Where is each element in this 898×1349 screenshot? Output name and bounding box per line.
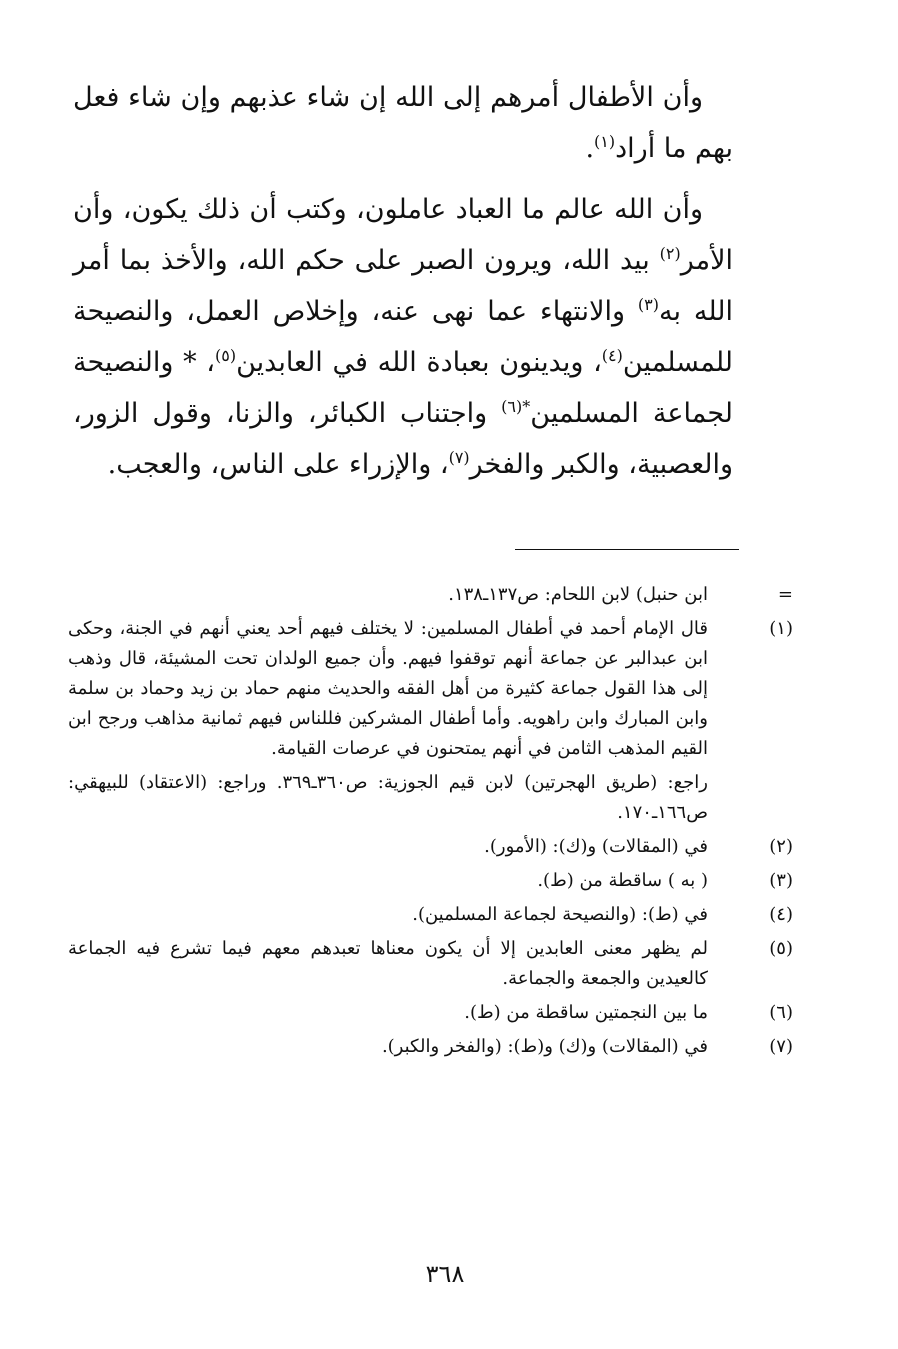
footnote-1 <box>68 614 793 764</box>
footnote-number: (٢) <box>769 836 793 857</box>
footnote-1-reference: راجع: (طريق الهجرتين) لابن قيم الجوزية: ص٣٦٠ـ٣٦٩. وراجع: (الاعتقاد) للبيهقي: ص١٦٦ـ١٧٠. <box>68 772 708 823</box>
footnote-ref-7: (٧) <box>448 448 470 467</box>
continuation-marker: = <box>777 584 793 605</box>
footnote-number: (٤) <box>769 904 793 925</box>
footnote-ref-5: (٥) <box>214 346 237 365</box>
footnote-ref-1: (١) <box>594 132 616 151</box>
footnote-text: في (المقالات) و(ك) و(ط): (والفخر والكبر). <box>381 1036 708 1057</box>
text-segment: ، ويدينون بعبادة الله في العابدين <box>236 347 602 378</box>
footnote-ref-2: (٢) <box>659 244 681 263</box>
footnote-5 <box>68 934 793 994</box>
footnote-3 <box>68 866 793 896</box>
footnote-4 <box>68 900 793 930</box>
footnote-text: لم يظهر معنى العابدين إلا أن يكون معناها تعبدهم معهم فيما تشرع فيه الجماعة كالعيدين والجمعة والجماعة. <box>68 938 708 989</box>
paragraph-creed <box>73 184 733 490</box>
text-segment: . <box>585 133 595 164</box>
footnote-number: (٧) <box>769 1036 793 1057</box>
footnote-text: في (المقالات) و(ك): (الأمور). <box>484 836 708 857</box>
footnote-text: ما بين النجمتين ساقطة من (ط). <box>464 1002 708 1023</box>
text-segment: ، والإزراء على الناس، والعجب. <box>107 449 449 480</box>
footnote-number: (٦) <box>769 1002 793 1023</box>
footnote-ref-6: *(٦) <box>501 397 531 416</box>
footnote-2 <box>68 832 793 862</box>
footnote-text: ابن حنبل) لابن اللحام: ص١٣٧ـ١٣٨. <box>448 584 708 605</box>
footnote-6 <box>68 998 793 1028</box>
main-text <box>73 72 733 490</box>
paragraph-children-fate <box>73 72 733 174</box>
footnote-text: في (ط): (والنصيحة لجماعة المسلمين). <box>412 904 708 925</box>
footnote-ref-3: (٣) <box>637 295 659 314</box>
footnote-divider <box>515 549 739 550</box>
footnote-text: ( به ) ساقطة من (ط). <box>537 870 708 891</box>
footnote-continuation <box>68 580 793 610</box>
text-segment: وأن الله عالم ما العباد عاملون، وكتب أن ذلك يكون، وأن الأمر <box>73 194 733 276</box>
text-segment: واجتناب الكبائر، والزنا، وقول الزور، والعصبية، والكبر والفخر <box>73 398 733 480</box>
footnote-number: (٥) <box>769 938 793 959</box>
text-segment: ، * والنصيحة لجماعة المسلمين <box>73 347 733 429</box>
text-segment: وأن الأطفال أمرهم إلى الله إن شاء عذبهم وإن شاء فعل بهم ما أراد <box>73 82 733 164</box>
footnote-ref-4: (٤) <box>601 346 623 365</box>
page-number: ٣٦٨ <box>425 1260 465 1288</box>
footnote-7 <box>68 1032 793 1062</box>
text-segment: بيد الله، ويرون الصبر على حكم الله، والأخذ بما أمر الله به <box>73 245 733 327</box>
footnote-text: قال الإمام أحمد في أطفال المسلمين: لا يختلف فيهم أحد يعني أنهم في الجنة، وحكى ابن عبدالبر عن جماعة أنهم توقفوا فيهم. وأن جميع الولدان تحت المشيئة، قال وذهب إلى هذا القول جماعة كثيرة من أهل الفقه والحديث منهم حماد بن زيد وحماد بن سلمة وابن المبارك وابن راهويه. وأما أطفال المشركين فللناس فيهم ثمانية مذاهب ورجح ابن القيم المذهب الثامن في أنهم يمتحنون في عرصات القيامة. <box>68 618 708 759</box>
footnote-number: (١) <box>769 618 793 639</box>
text-segment: والانتهاء عما نهى عنه، وإخلاص العمل، والنصيحة للمسلمين <box>73 296 733 378</box>
footnotes <box>68 580 793 1066</box>
footnote-number: (٣) <box>769 870 793 891</box>
